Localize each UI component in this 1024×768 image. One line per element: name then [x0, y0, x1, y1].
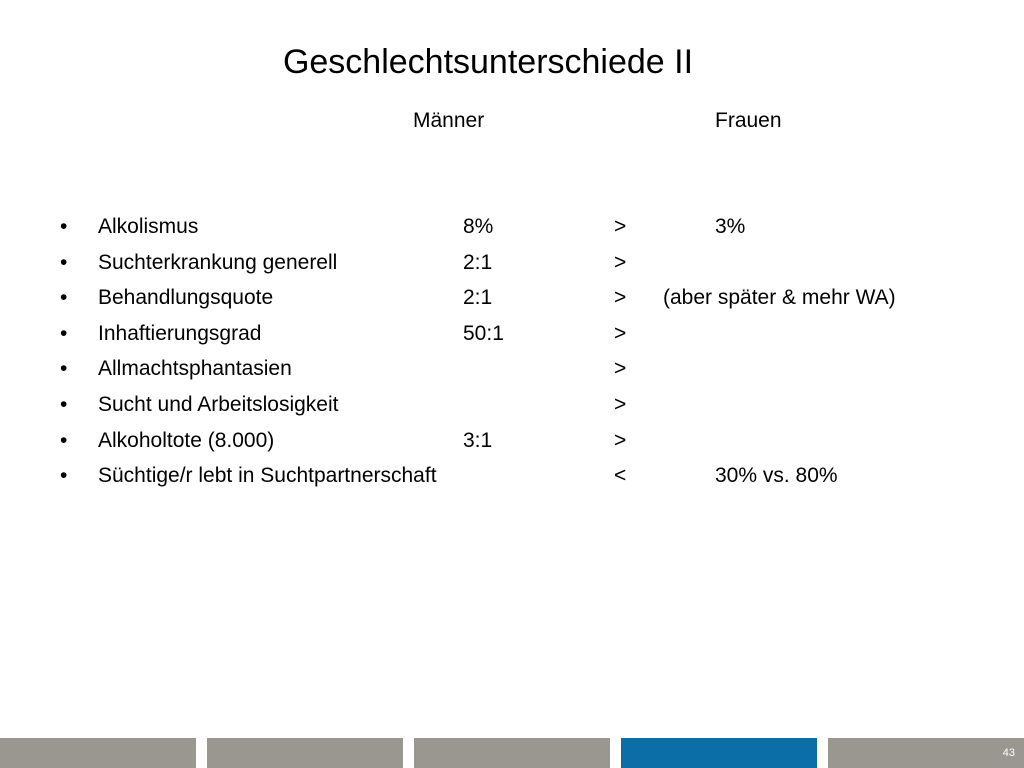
bullet-icon: • — [60, 250, 68, 274]
footer-segment — [0, 738, 196, 768]
comparison-operator: > — [614, 428, 627, 452]
list-item-sucht-arbeitslosigkeit — [0, 390, 1024, 426]
footer-segment — [828, 738, 1024, 768]
list-item-alkolismus — [0, 212, 1024, 248]
men-value: 50:1 — [463, 321, 504, 345]
list-item-suchtpartnerschaft — [0, 461, 1024, 497]
bullet-icon: • — [60, 428, 68, 452]
bullet-icon: • — [60, 392, 68, 416]
bullet-icon: • — [60, 357, 68, 381]
footer-bar — [0, 738, 1024, 768]
row-label: Behandlungsquote — [98, 286, 274, 310]
comparison-operator: > — [614, 286, 627, 310]
men-value: 3:1 — [463, 428, 493, 452]
comparison-operator: > — [614, 392, 627, 416]
bullet-icon: • — [60, 286, 68, 310]
row-label: Alkoholtote (8.000) — [98, 428, 275, 452]
slide-title: Geschlechtsunterschiede II — [282, 43, 694, 81]
bullet-icon: • — [60, 321, 68, 345]
column-header-men: Männer — [413, 109, 485, 132]
page-number: 43 — [1002, 747, 1015, 759]
list-item-suchterkrankung — [0, 248, 1024, 284]
comparison-operator: > — [614, 357, 627, 381]
row-label: Allmachtsphantasien — [98, 357, 292, 381]
women-value: 30% vs. 80% — [715, 464, 838, 488]
footer-segment — [207, 738, 403, 768]
footer-segment-active — [621, 738, 817, 768]
comparison-operator: > — [614, 321, 627, 345]
footer-segment — [414, 738, 610, 768]
comparison-operator: < — [614, 464, 627, 488]
bullet-icon: • — [60, 464, 68, 488]
list-item-behandlungsquote — [0, 283, 1024, 319]
list-item-alkoholtote — [0, 426, 1024, 462]
women-value: 3% — [715, 215, 746, 238]
row-label: Alkolismus — [98, 215, 199, 238]
comparison-operator: > — [614, 215, 627, 238]
comparison-operator: > — [614, 250, 627, 274]
row-label: Inhaftierungsgrad — [98, 321, 262, 345]
bullet-icon: • — [60, 215, 68, 238]
row-label: Sucht und Arbeitslosigkeit — [98, 392, 339, 416]
comparison-list — [0, 212, 1024, 497]
list-item-inhaftierungsgrad — [0, 319, 1024, 355]
men-value: 2:1 — [463, 286, 493, 310]
row-label: Suchterkrankung generell — [98, 250, 338, 274]
list-item-allmachtsphantasien — [0, 354, 1024, 390]
women-value-note: (aber später & mehr WA) — [663, 286, 896, 310]
men-value: 8% — [463, 215, 494, 238]
row-label: Süchtige/r lebt in Suchtpartnerschaft — [98, 464, 437, 488]
column-header-women: Frauen — [715, 109, 782, 132]
men-value: 2:1 — [463, 250, 493, 274]
